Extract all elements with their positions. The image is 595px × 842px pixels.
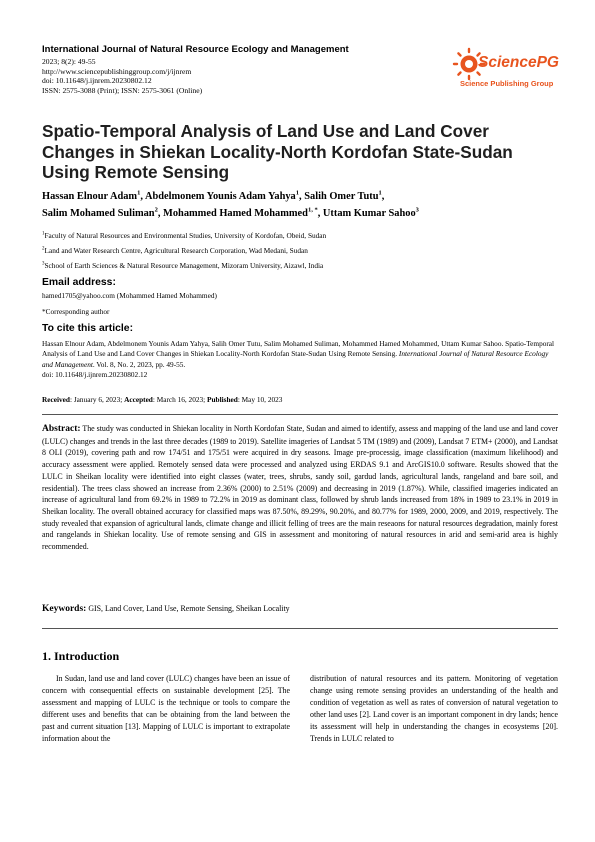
affiliation: $^2$Land and Water Research Centre, Agricultural Research Corporation, Wad Medani, Sudan	[42, 246, 308, 255]
author-affiliation-marker: 1	[137, 189, 141, 197]
citation-doi: doi: 10.11648/j.ijnrem.20230802.12	[42, 370, 148, 380]
affiliation: $^3$School of Earth Sciences & Natural Resource Management, Mizoram University, Aizawl, India	[42, 261, 324, 270]
author-name: Hassan Elnour Adam	[42, 191, 138, 202]
journal-url[interactable]: http://www.sciencepublishinggroup.com/j/ijnrem	[42, 66, 192, 76]
author-name: Abdelmonem Younis Adam Yahya	[144, 191, 296, 202]
author-list: Hassan Elnour Adam$^1$, Abdelmonem Younis Adam Yahya$^1$, Salih Omer Tutu$^1$, Salim Mohamed Suliman$^2$, Mohammed Hamed Mohammed$^{1, *}$, Uttam Kumar Sahoo$^3$	[42, 189, 419, 219]
author-affiliation-marker: 3	[415, 206, 419, 214]
divider	[42, 414, 558, 415]
email-address[interactable]: hamed1705@yahoo.com (Mohammed Hamed Mohammed)	[42, 291, 217, 300]
logo-tagline: Science Publishing Group	[460, 79, 554, 88]
journal-issn: ISSN: 2575-3088 (Print); ISSN: 2575-3061 (Online)	[42, 85, 203, 95]
affiliation: $^1$Faculty of Natural Resources and Environmental Studies, University of Kordofan, Obeid, Sudan	[42, 231, 327, 240]
corresponding-note: *Corresponding author	[42, 307, 110, 316]
cite-heading: To cite this article:	[42, 323, 134, 334]
author-affiliation-marker: 2	[154, 206, 158, 214]
author-name: Uttam Kumar Sahoo	[322, 208, 416, 219]
author-affiliation-marker: 1	[295, 189, 300, 197]
email-heading: Email address:	[42, 277, 116, 288]
citation-journal: International Journal of Natural Resource Ecology and Management	[42, 349, 549, 369]
keywords-text: GIS, Land Cover, Land Use, Remote Sensing, Sheikan Locality	[88, 604, 290, 613]
citation-text: Hassan Elnour Adam, Abdelmonem Younis Adam Yahya, Salih Omer Tutu, Salim Mohamed Suliman, Mohammed Hamed Mohammed, Uttam Kumar Sahoo. Spatio-Temporal Analysis of Land Use and Land Cover Changes in Shiekan Locality-North Kordofan State-Sudan Using Remote Sensing. International Journal of Natural Resource Ecology and Management. Vol. 8, No. 2, 2023, pp. 49-55. doi: 10.11648/j.ijnrem.20230802.12	[42, 339, 555, 380]
keywords	[42, 604, 290, 614]
author-name: Mohammed Hamed Mohammed	[163, 208, 308, 219]
abstract-label: Abstract:	[42, 424, 81, 434]
divider	[42, 628, 558, 629]
sciencepg-logo	[452, 46, 559, 92]
logo-brand: SciencePG	[478, 54, 559, 71]
section-heading: 1. Introduction	[42, 649, 120, 663]
article-dates: Received: January 6, 2023; Accepted: March 16, 2023; Published: May 10, 2023	[42, 395, 283, 404]
intro-column-left: In Sudan, land use and land cover (LULC) changes have been an issue of concern with consequential effects on sustainable development [25]. The assessment and mapping of LULC is the technique or tools to compare the different uses and benefits that can be obtaining from the land between the past and current situation [13]. Mapping of LULC is important to extrapolate information about the	[42, 674, 290, 743]
intro-column-right: distribution of natural resources and its pattern. Monitoring of vegetation change using remote sensing provides an understanding of the health and condition of vegetation as well as rates of conversion of natural vegetation to other land uses [2]. Land cover is an important component in dry lands; hence its assessment will help in understanding the changes in ecosystems [20]. Trends in LULC related to	[310, 674, 558, 743]
author-name: Salih Omer Tutu	[304, 191, 379, 202]
author-name: Salim Mohamed Suliman	[42, 208, 155, 219]
journal-name: International Journal of Natural Resource Ecology and Management	[42, 44, 349, 55]
author-affiliation-marker: 1, *	[307, 206, 318, 214]
journal-doi: doi: 10.11648/j.ijnrem.20230802.12	[42, 76, 152, 85]
paper-title: Spatio-Temporal Analysis of Land Use and Land Cover Changes in Shiekan Locality-North Kordofan State-Sudan Using Remote Sensing	[42, 121, 513, 182]
author-affiliation-marker: 1	[378, 189, 382, 197]
abstract-text: The study was conducted in Shiekan locality in North Kordofan State, Sudan and aimed to identify, assess and mapping of the land use and land cover (LULC) changes and trends in the last three decades (1989 to 2019). Satellite imageries of Landsat 5 TM (1989) and (2009), Landsat 7 ETM+ (2000), and Landsat 8 OLI (2019), covering path and row 174/51 and 175/51 were acquired in dry seasons. Image pre-processig, image classification (maximum likelihood) and accuracy assessment were applied. Remotely sensed data were processed and analyzed using ERDAS 9.1 and ArcGIS10.0 software. Results showed that the LULC in Sheikan locality were identified into eight classes (water, trees, shrubs, sandy soil, gardud lands, agricultural lands, rangeland and bare soil, and residential). The trees class showed an increase from 2.36% (2000) to 2.51% (2009) and decreasing in 2019 (1.87%). While, classified imageries indicated an increase of agricultural land from 69.2% in 1989 to 72.2% in 2019 as dominant class, followed by shrub lands increased from 18% in 1989 to 23.1% in 2019 in Sheikan locality. The overall obtained accuracy for classified maps was 87.50%, 89.29%, 90.20%, and 80.77% for 1989, 2000, 2009, and 2019, respectively. The study revealed that expansion of agricultural lands, climate change and illicit felling of trees are the main reseaons for natural resources degradation, mainly forest and rangelands in Shiekan locality. Use of remote sensing and GIS in assessment and monitoring of natural resources in arid and semi-arid area is highly recommended.	[42, 424, 558, 552]
abstract	[42, 423, 558, 553]
keywords-label: Keywords:	[42, 604, 87, 614]
journal-volume: 2023; 8(2): 49-55	[42, 57, 96, 66]
